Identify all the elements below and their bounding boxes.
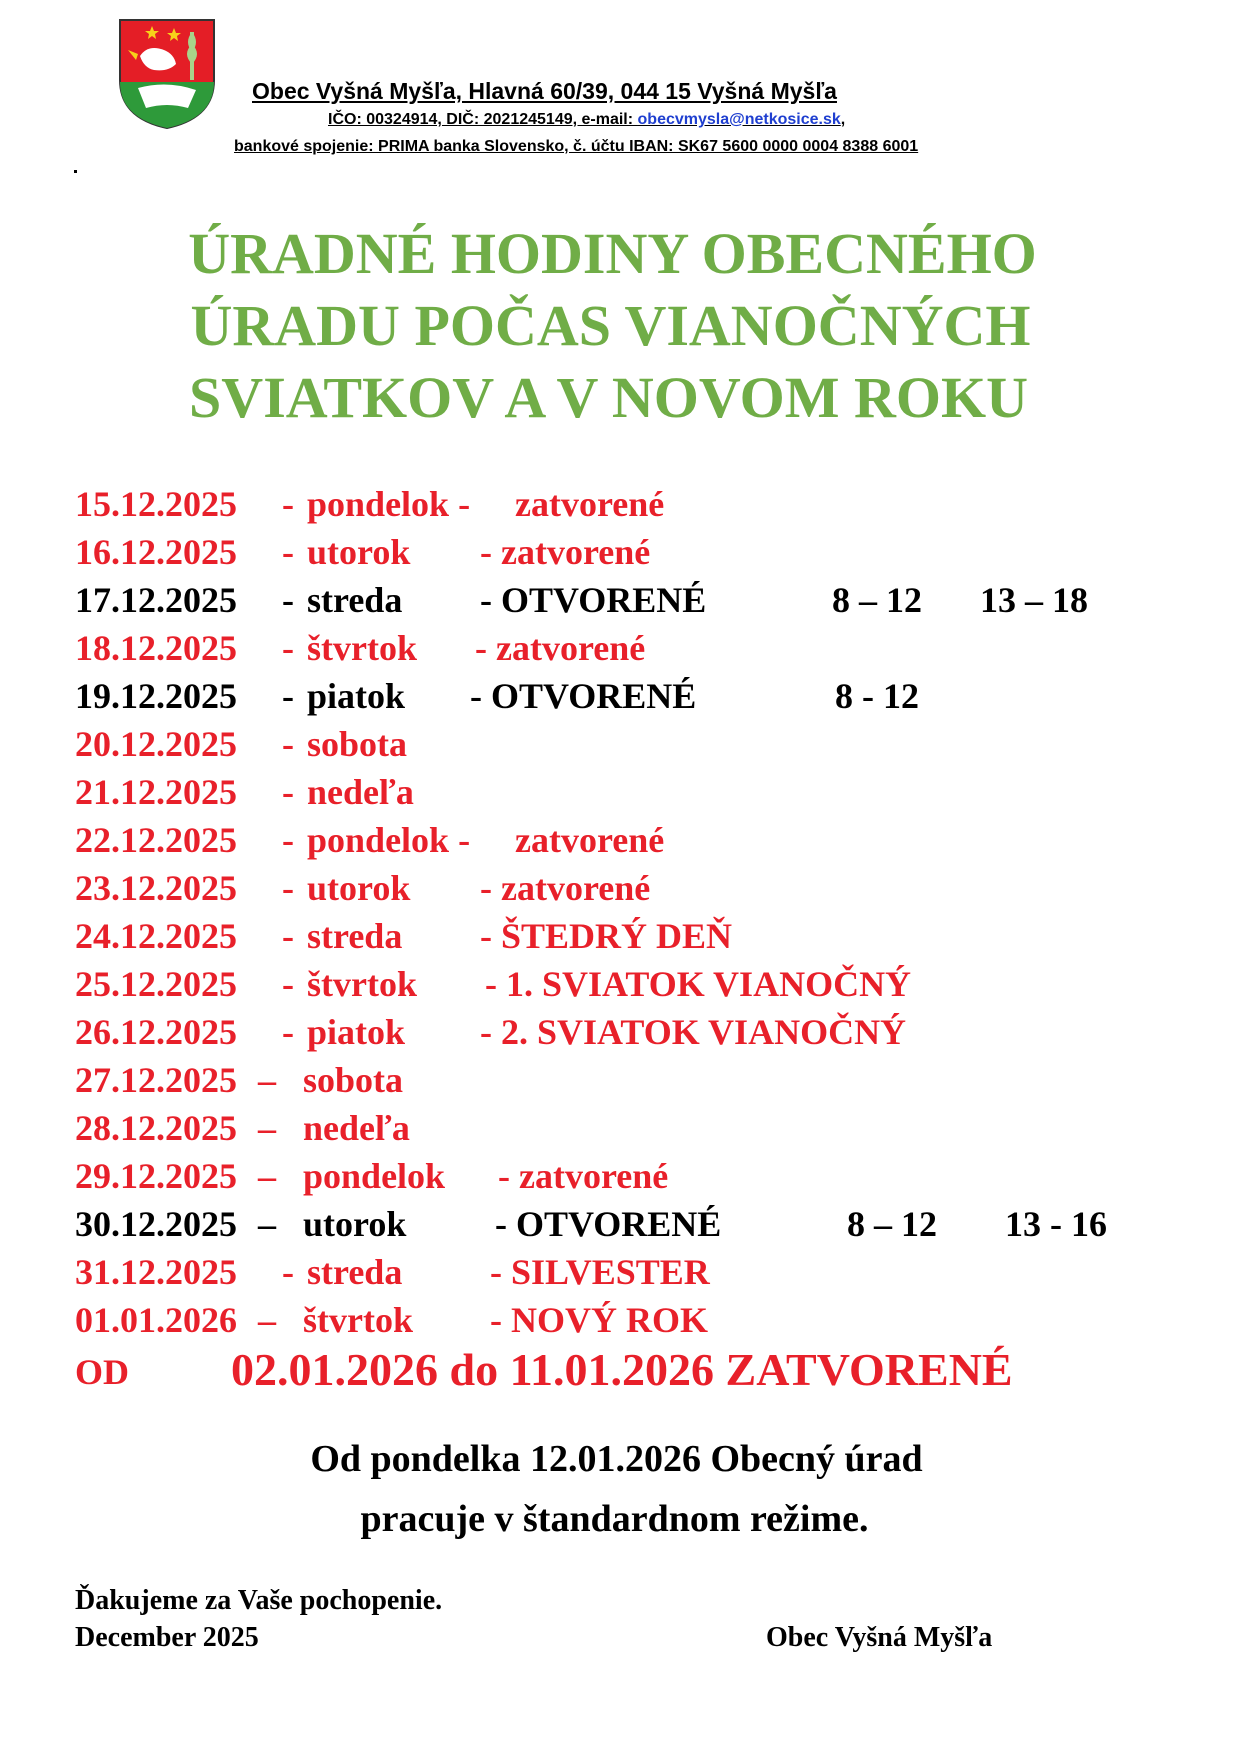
schedule-hours-afternoon: 13 – 18: [980, 580, 1088, 620]
schedule-status: - OTVORENÉ: [470, 676, 697, 716]
schedule-separator: -: [282, 1252, 294, 1292]
schedule-separator: -: [282, 532, 294, 572]
signature: Obec Vyšná Myšľa: [766, 1622, 993, 1653]
letterhead-ids-suffix: ,: [840, 111, 846, 128]
schedule-day: streda: [307, 580, 403, 620]
schedule-date: 22.12.2025: [75, 820, 237, 860]
schedule-day: štvrtok: [307, 964, 417, 1004]
schedule-separator: –: [258, 1300, 276, 1340]
schedule-separator: -: [282, 964, 294, 1004]
schedule-status: - zatvorené: [475, 628, 646, 668]
closing-text: 02.01.2026 do 11.01.2026 ZATVORENÉ: [231, 1344, 1013, 1395]
schedule-status: - 1. SVIATOK VIANOČNÝ: [485, 964, 912, 1004]
page-title-line-3: SVIATKOV A V NOVOM ROKU: [189, 365, 1028, 430]
schedule-date: 16.12.2025: [75, 532, 237, 572]
schedule-date: 23.12.2025: [75, 868, 237, 908]
schedule-separator: -: [282, 1012, 294, 1052]
schedule-date: 20.12.2025: [75, 724, 237, 764]
letterhead-ids: [328, 111, 845, 129]
notice-line-1: Od pondelka 12.01.2026 Obecný úrad: [310, 1438, 923, 1480]
schedule-date: 26.12.2025: [75, 1012, 237, 1052]
schedule-status: - zatvorené: [480, 868, 651, 908]
schedule-separator: –: [258, 1204, 276, 1244]
schedule-day: nedeľa: [307, 772, 414, 812]
schedule-day: piatok: [307, 676, 406, 716]
schedule-hours-morning: 8 - 12: [835, 676, 919, 716]
schedule-status: - NOVÝ ROK: [490, 1300, 708, 1340]
schedule-separator: –: [258, 1156, 276, 1196]
schedule-separator: -: [282, 484, 294, 524]
schedule-day: utorok: [307, 868, 411, 908]
schedule-date: 29.12.2025: [75, 1156, 237, 1196]
schedule-day: streda: [307, 1252, 403, 1292]
schedule-day: štvrtok: [303, 1300, 413, 1340]
schedule-date: 28.12.2025: [75, 1108, 237, 1148]
schedule-separator: -: [282, 868, 294, 908]
letterhead-bank: bankové spojenie: PRIMA banka Slovensko, č. účtu IBAN: SK67 5600 0000 0004 8388 6001: [234, 138, 919, 155]
schedule-day: pondelok: [303, 1156, 446, 1196]
schedule-date: 18.12.2025: [75, 628, 237, 668]
schedule-date: 25.12.2025: [75, 964, 237, 1004]
schedule-separator: –: [258, 1060, 276, 1100]
schedule-day: utorok: [303, 1204, 407, 1244]
schedule-status: zatvorené: [515, 820, 665, 860]
letterhead-address: Obec Vyšná Myšľa, Hlavná 60/39, 044 15 Vyšná Myšľa: [252, 78, 837, 104]
schedule-hours-afternoon: 13 - 16: [1005, 1204, 1107, 1244]
schedule-day: pondelok -: [307, 820, 471, 860]
schedule-date: 21.12.2025: [75, 772, 237, 812]
schedule-separator: -: [282, 772, 294, 812]
schedule-date: 24.12.2025: [75, 916, 237, 956]
schedule-separator: -: [282, 916, 294, 956]
schedule-date: 19.12.2025: [75, 676, 237, 716]
schedule-status: - zatvorené: [498, 1156, 669, 1196]
schedule-hours-morning: 8 – 12: [847, 1204, 937, 1244]
schedule-separator: -: [282, 820, 294, 860]
schedule-separator: –: [258, 1108, 276, 1148]
schedule-date: 27.12.2025: [75, 1060, 237, 1100]
document-date: December 2025: [75, 1622, 259, 1653]
schedule-date: 15.12.2025: [75, 484, 237, 524]
schedule-status: - zatvorené: [480, 532, 651, 572]
schedule-separator: -: [282, 580, 294, 620]
schedule-day: streda: [307, 916, 403, 956]
schedule-status: - ŠTEDRÝ DEŇ: [480, 916, 733, 956]
letterhead-ids-text: IČO: 00324914, DIČ: 2021245149, e-mail:: [328, 111, 638, 128]
schedule-hours-morning: 8 – 12: [832, 580, 922, 620]
stray-dot: [74, 170, 77, 173]
thanks-text: Ďakujeme za Vaše pochopenie.: [75, 1585, 443, 1616]
schedule-day: sobota: [307, 724, 408, 764]
schedule-separator: -: [282, 676, 294, 716]
schedule-separator: -: [282, 724, 294, 764]
schedule-date: 17.12.2025: [75, 580, 237, 620]
schedule-day: utorok: [307, 532, 411, 572]
schedule-status: - OTVORENÉ: [480, 580, 707, 620]
coat-of-arms-logo: [118, 18, 216, 130]
schedule-day: piatok: [307, 1012, 406, 1052]
schedule-date: 01.01.2026: [75, 1300, 237, 1340]
page-title-line-1: ÚRADNÉ HODINY OBECNÉHO: [188, 221, 1037, 286]
email-link[interactable]: obecvmysla@netkosice.sk: [637, 111, 841, 128]
schedule-day: pondelok -: [307, 484, 471, 524]
schedule-separator: -: [282, 628, 294, 668]
schedule-status: - SILVESTER: [490, 1252, 710, 1292]
page-title-line-2: ÚRADU POČAS VIANOČNÝCH: [190, 293, 1031, 358]
schedule-day: nedeľa: [303, 1108, 410, 1148]
schedule-date: 31.12.2025: [75, 1252, 237, 1292]
schedule-status: - 2. SVIATOK VIANOČNÝ: [480, 1012, 907, 1052]
schedule-day: štvrtok: [307, 628, 417, 668]
closing-label: OD: [75, 1352, 129, 1392]
schedule-status: - OTVORENÉ: [495, 1204, 722, 1244]
notice-line-2: pracuje v štandardnom režime.: [360, 1498, 869, 1540]
schedule-status: zatvorené: [515, 484, 665, 524]
schedule-day: sobota: [303, 1060, 404, 1100]
schedule-date: 30.12.2025: [75, 1204, 237, 1244]
